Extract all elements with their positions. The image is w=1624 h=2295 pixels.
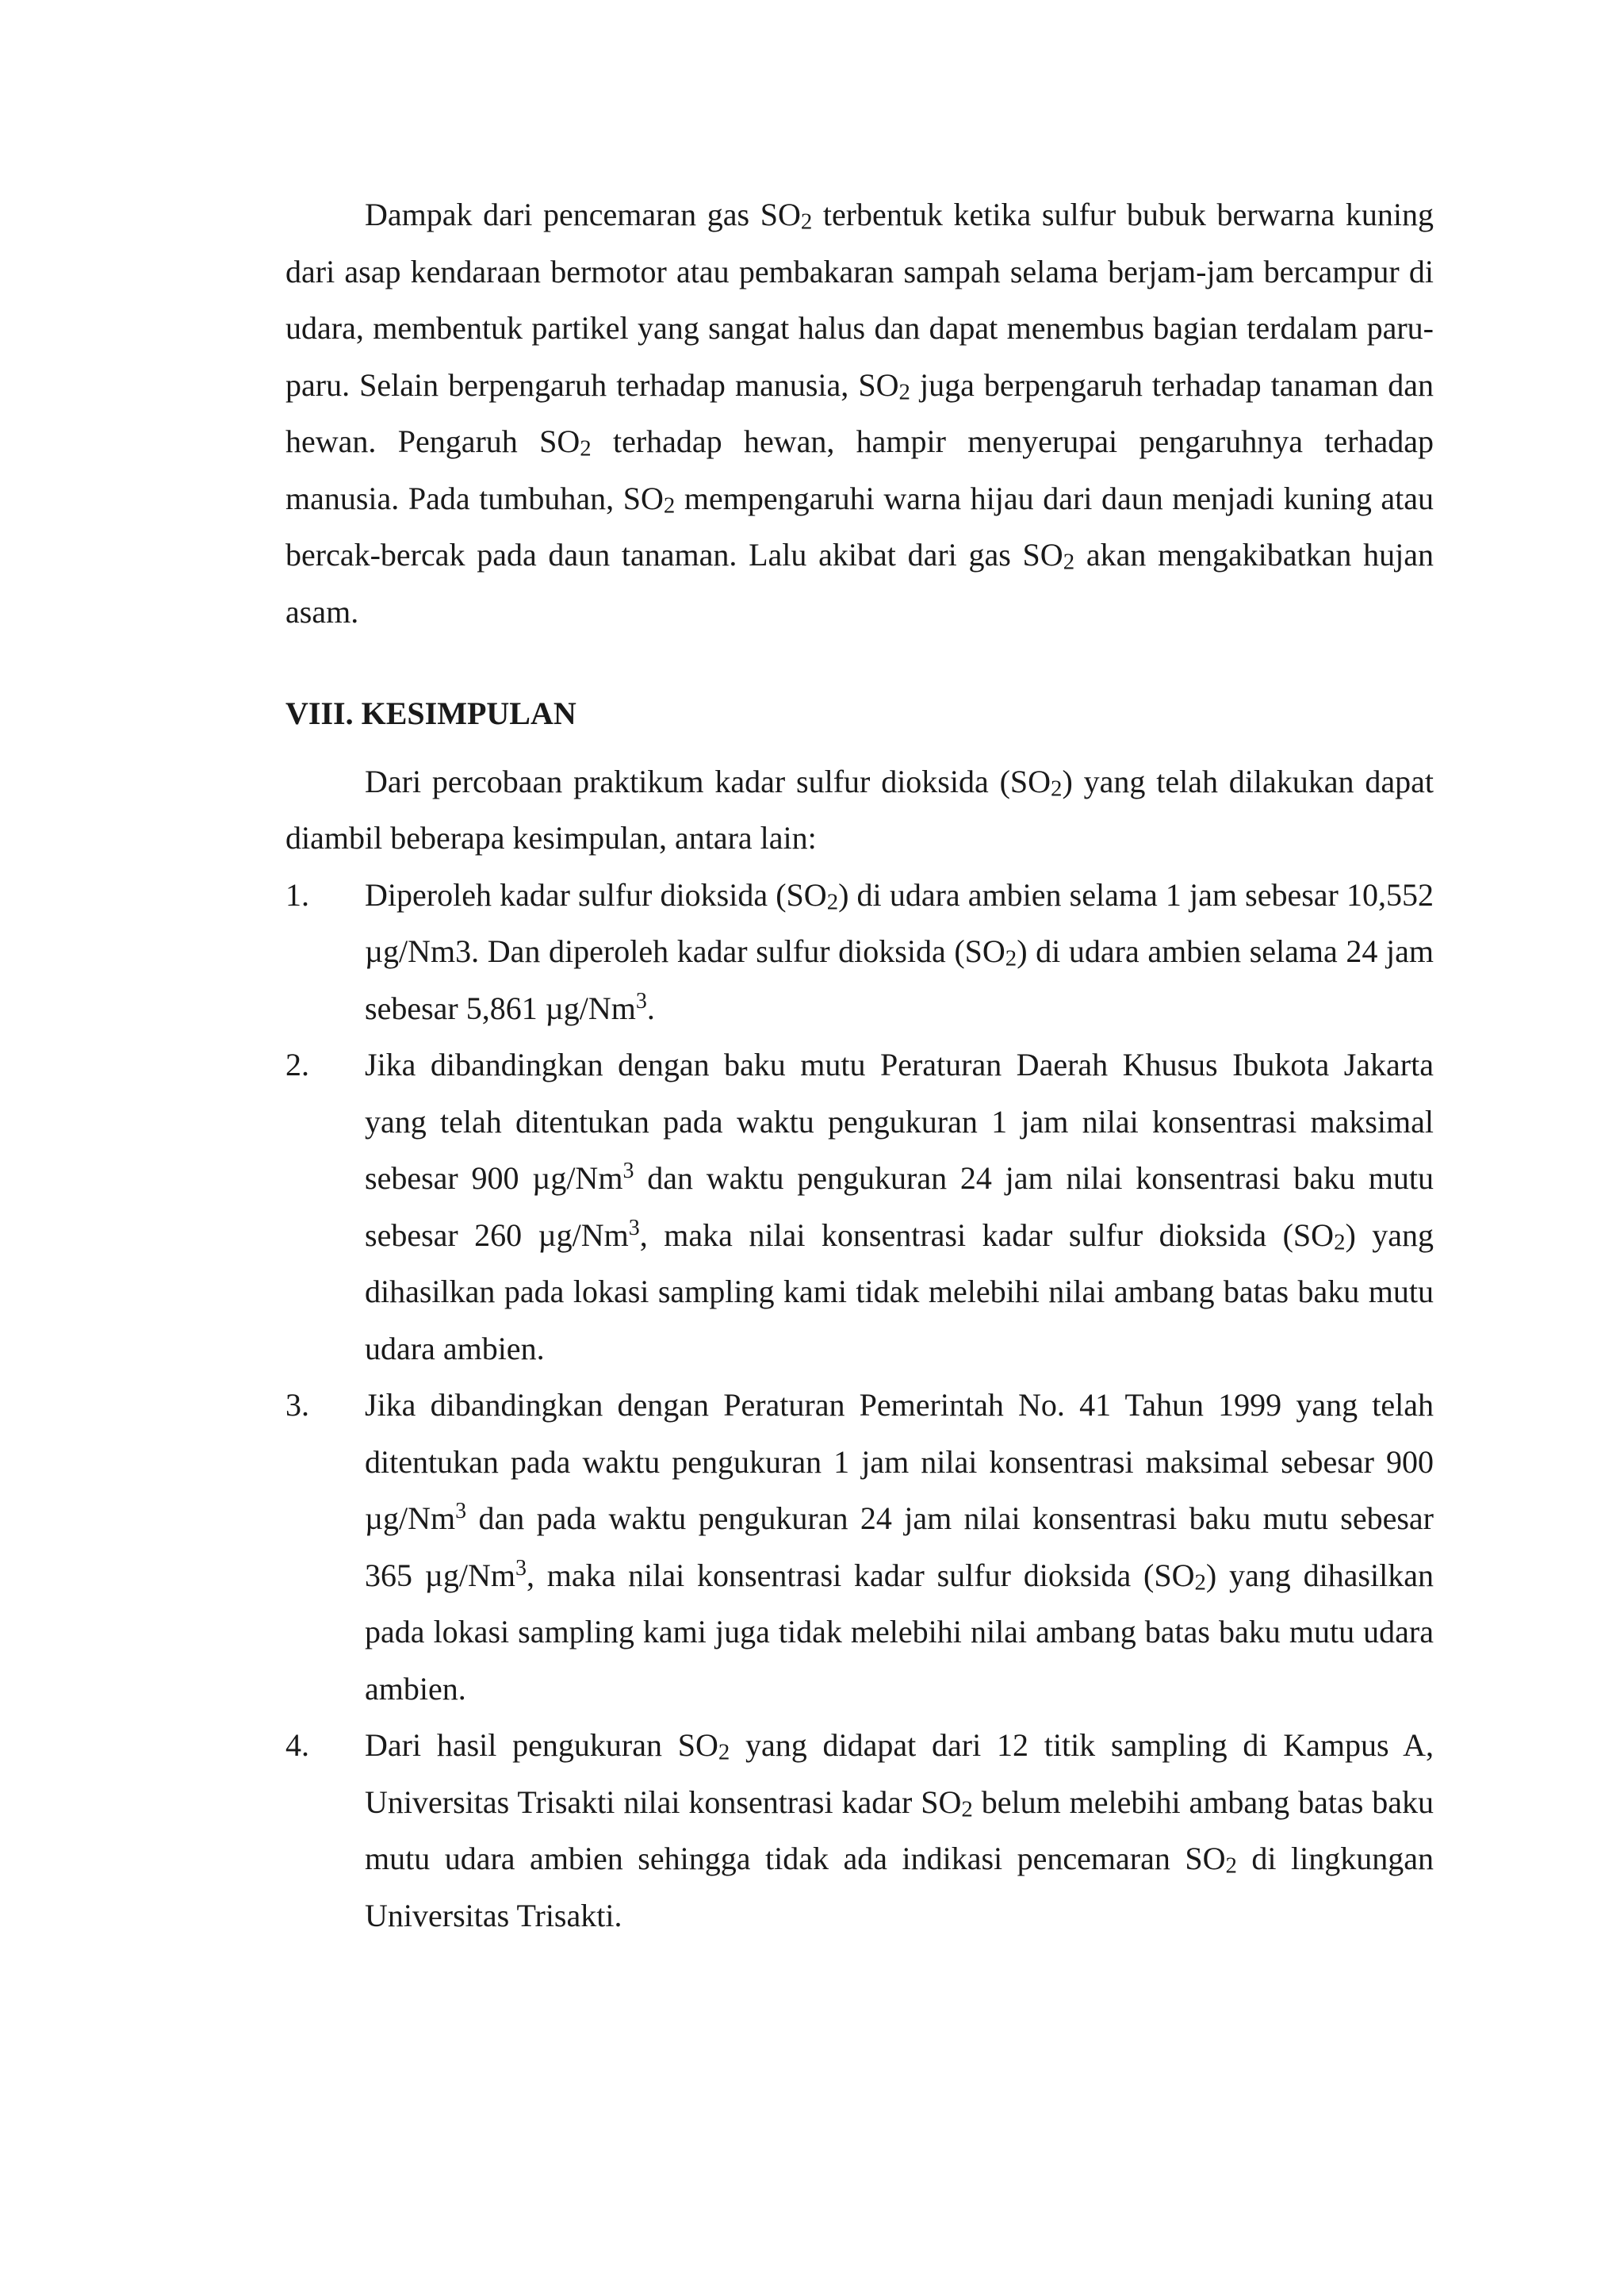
- subscript: 2: [898, 378, 910, 404]
- text-span: terbentuk ketika sulfur bubuk berwarna kuning dari asap kendaraan bermotor atau pembakaran sampah selama berjam-jam bercampur di udara, membentuk partikel yang sangat halus dan dapat menembus bagian terdalam paru-paru. Selain berpengaruh terhadap manusia, SO: [285, 197, 1434, 403]
- text-span: , maka nilai konsentrasi kadar sulfur dioksida (SO: [526, 1557, 1195, 1593]
- text-span: ) yang telah dilakukan dapat diambil beberapa kesimpulan, antara lain:: [285, 763, 1434, 856]
- text-span: dan pada waktu pengukuran 24 jam nilai konsentrasi baku mutu sebesar 365 µg/Nm: [365, 1500, 1434, 1593]
- list-number: 3.: [285, 1387, 309, 1423]
- subscript: 2: [1194, 1569, 1206, 1595]
- text-span: juga berpengaruh terhadap tanaman dan hewan. Pengaruh SO: [285, 366, 1434, 459]
- text-span: terhadap hewan, hampir menyerupai pengaruhnya terhadap manusia. Pada tumbuhan, SO: [285, 423, 1434, 516]
- superscript: 3: [515, 1555, 527, 1580]
- list-number: 2.: [285, 1047, 309, 1082]
- text-span: Diperoleh kadar sulfur dioksida (SO: [365, 876, 827, 913]
- subscript: 2: [580, 435, 592, 462]
- superscript: 3: [635, 988, 647, 1013]
- subscript: 2: [1063, 549, 1075, 575]
- conclusion-intro: [285, 753, 1434, 867]
- text-span: belum melebihi ambang batas baku mutu udara ambien sehingga tidak ada indikasi pencemaran SO: [365, 1784, 1434, 1876]
- text-span: dan waktu pengukuran 24 jam nilai konsentrasi baku mutu sebesar 260 µg/Nm: [365, 1160, 1434, 1253]
- section-heading: VIII. KESIMPULAN: [285, 695, 576, 731]
- subscript: 2: [826, 888, 839, 914]
- superscript: 3: [455, 1499, 467, 1523]
- text-span: , maka nilai konsentrasi kadar sulfur dioksida (SO: [639, 1216, 1335, 1253]
- paragraph-dampak-so2: [285, 186, 1434, 640]
- text-span: ) di udara ambien selama 1 jam sebesar 10,552 µg/Nm3. Dan diperoleh kadar sulfur dioksida (SO: [365, 876, 1434, 969]
- subscript: 2: [1005, 945, 1017, 971]
- text-span: .: [646, 990, 655, 1026]
- list-item-4: [285, 1717, 1434, 1944]
- list-number: 1.: [285, 876, 309, 913]
- text-span: mempengaruhi warna hijau dari daun menjadi kuning atau bercak-bercak pada daun tanaman. Lalu akibat dari gas SO: [285, 480, 1434, 573]
- list-number: 4.: [285, 1727, 309, 1763]
- document-page: [285, 186, 1434, 1944]
- text-span: di lingkungan Universitas Trisakti.: [365, 1841, 1434, 1933]
- subscript: 2: [1334, 1228, 1346, 1255]
- text-span: akan mengakibatkan hujan asam.: [285, 537, 1434, 630]
- text-span: Dari hasil pengukuran SO: [365, 1727, 718, 1763]
- conclusion-list: [285, 867, 1434, 1944]
- subscript: 2: [1225, 1852, 1237, 1879]
- list-item-2: [285, 1036, 1434, 1377]
- subscript: 2: [1051, 775, 1063, 801]
- subscript: 2: [718, 1739, 730, 1765]
- superscript: 3: [622, 1159, 634, 1183]
- subscript: 2: [800, 209, 813, 235]
- text-span: Dari percobaan praktikum kadar sulfur dioksida (SO: [365, 763, 1051, 799]
- text-span: ) di udara ambien selama 24 jam sebesar 5,861 µg/Nm: [365, 933, 1434, 1026]
- list-item-3: [285, 1377, 1434, 1717]
- list-item-1: [285, 867, 1434, 1037]
- text-span: ) yang dihasilkan pada lokasi sampling kami juga tidak melebihi nilai ambang batas baku mutu udara ambien.: [365, 1557, 1434, 1707]
- text-span: Jika dibandingkan dengan Peraturan Pemerintah No. 41 Tahun 1999 yang telah ditentukan pada waktu pengukuran 1 jam nilai konsentrasi maksimal sebesar 900 µg/Nm: [365, 1387, 1434, 1536]
- superscript: 3: [628, 1215, 640, 1240]
- text-span: yang didapat dari 12 titik sampling di Kampus A, Universitas Trisakti nilai konsentrasi kadar SO: [365, 1727, 1434, 1820]
- text-span: Jika dibandingkan dengan baku mutu Peraturan Daerah Khusus Ibukota Jakarta yang telah ditentukan pada waktu pengukuran 1 jam nilai konsentrasi maksimal sebesar 900 µg/Nm: [365, 1047, 1434, 1196]
- text-span: Dampak dari pencemaran gas SO: [365, 197, 801, 232]
- text-span: ) yang dihasilkan pada lokasi sampling kami tidak melebihi nilai ambang batas baku mutu udara ambien.: [365, 1216, 1434, 1366]
- subscript: 2: [961, 1795, 973, 1822]
- subscript: 2: [663, 492, 676, 518]
